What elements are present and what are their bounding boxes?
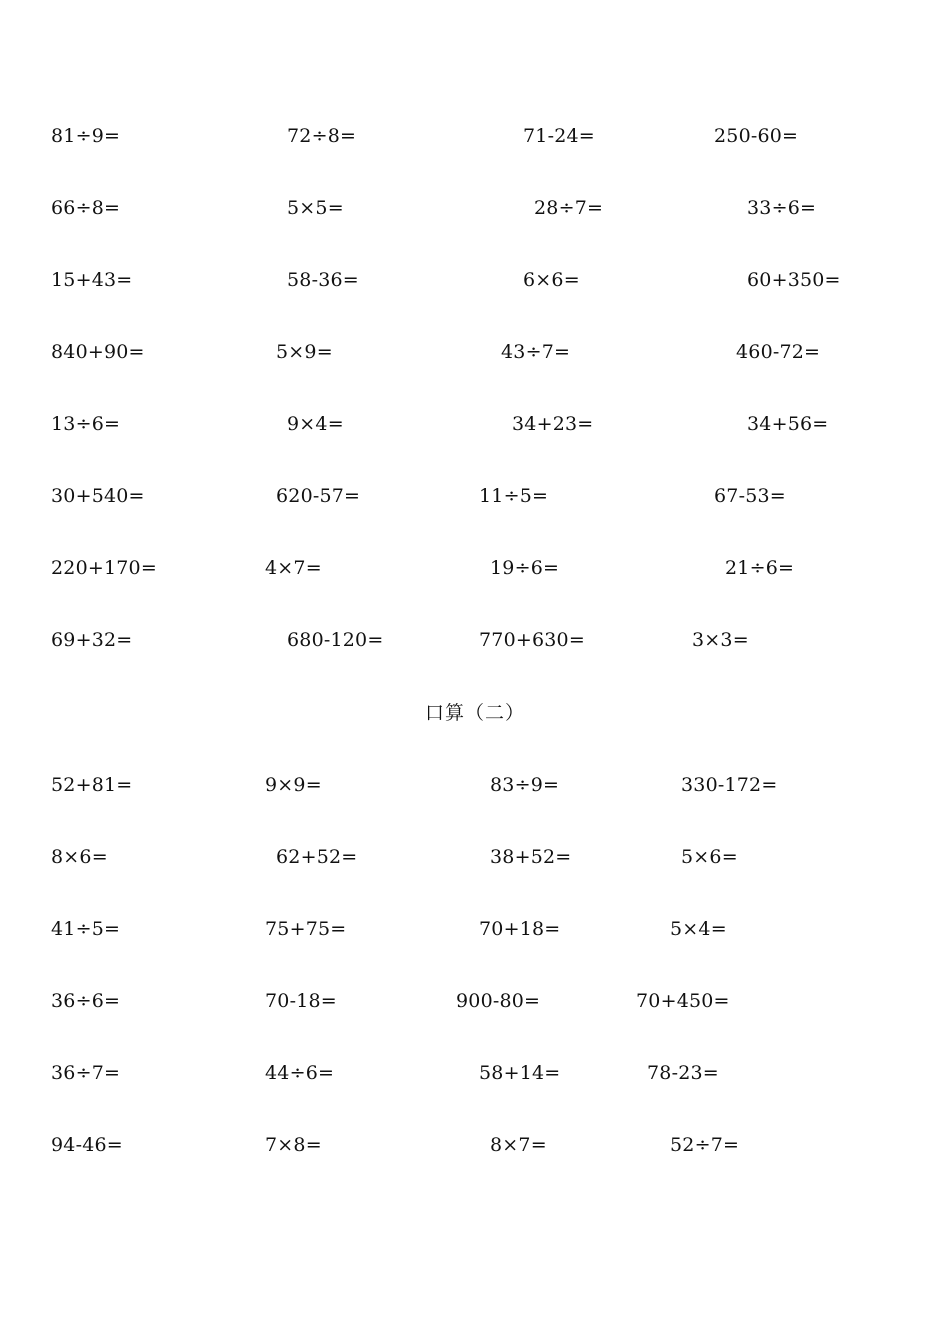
problem: 36÷7= — [51, 1062, 121, 1084]
problem-row — [0, 193, 950, 223]
problem: 41÷5= — [51, 918, 121, 940]
problem: 60+350= — [747, 269, 841, 291]
problem: 81÷9= — [51, 125, 121, 147]
problem: 5×9= — [276, 341, 333, 363]
problem: 69+32= — [51, 629, 133, 651]
problem: 70-18= — [265, 990, 337, 1012]
problem-row — [0, 842, 950, 872]
problem: 52+81= — [51, 774, 133, 796]
problem: 5×5= — [287, 197, 344, 219]
problem: 36÷6= — [51, 990, 121, 1012]
problem: 43÷7= — [501, 341, 571, 363]
problem: 38+52= — [490, 846, 572, 868]
problem: 66÷8= — [51, 197, 121, 219]
problem: 52÷7= — [670, 1134, 740, 1156]
problem: 70+450= — [636, 990, 730, 1012]
section-title: 口算（二） — [424, 702, 525, 724]
problem: 28÷7= — [534, 197, 604, 219]
problem: 3×3= — [692, 629, 749, 651]
problem: 250-60= — [714, 125, 799, 147]
problem: 770+630= — [479, 629, 585, 651]
problem: 33÷6= — [747, 197, 817, 219]
problem: 5×4= — [670, 918, 727, 940]
problem: 94-46= — [51, 1134, 123, 1156]
problem-row — [0, 1058, 950, 1088]
problem: 19÷6= — [490, 557, 560, 579]
problem: 840+90= — [51, 341, 145, 363]
problem: 34+56= — [747, 413, 829, 435]
problem: 58-36= — [287, 269, 359, 291]
problem-row — [0, 337, 950, 367]
problem: 220+170= — [51, 557, 157, 579]
problem: 15+43= — [51, 269, 133, 291]
problem: 6×6= — [523, 269, 580, 291]
problem: 34+23= — [512, 413, 594, 435]
problem: 680-120= — [287, 629, 384, 651]
problem: 13÷6= — [51, 413, 121, 435]
problem-row — [0, 914, 950, 944]
problem: 30+540= — [51, 485, 145, 507]
problem: 7×8= — [265, 1134, 322, 1156]
problem-row — [0, 625, 950, 655]
problem: 900-80= — [456, 990, 541, 1012]
problem: 460-72= — [736, 341, 821, 363]
problem: 75+75= — [265, 918, 347, 940]
problem: 21÷6= — [725, 557, 795, 579]
problem: 11÷5= — [479, 485, 549, 507]
problem: 67-53= — [714, 485, 786, 507]
problem: 83÷9= — [490, 774, 560, 796]
problem: 72÷8= — [287, 125, 357, 147]
problem: 620-57= — [276, 485, 361, 507]
problem-row — [0, 121, 950, 151]
problem: 9×9= — [265, 774, 322, 796]
problem: 58+14= — [479, 1062, 561, 1084]
problem: 8×7= — [490, 1134, 547, 1156]
problem: 330-172= — [681, 774, 778, 796]
problem: 8×6= — [51, 846, 108, 868]
problem-row — [0, 986, 950, 1016]
problem-row — [0, 1130, 950, 1160]
problem-row — [0, 265, 950, 295]
problem-row — [0, 553, 950, 583]
problem-row — [0, 770, 950, 800]
problem: 71-24= — [523, 125, 595, 147]
problem: 62+52= — [276, 846, 358, 868]
problem: 4×7= — [265, 557, 322, 579]
problem: 9×4= — [287, 413, 344, 435]
problem: 44÷6= — [265, 1062, 335, 1084]
problem-row — [0, 409, 950, 439]
problem: 5×6= — [681, 846, 738, 868]
problem: 78-23= — [647, 1062, 719, 1084]
problem-row — [0, 481, 950, 511]
problem: 70+18= — [479, 918, 561, 940]
